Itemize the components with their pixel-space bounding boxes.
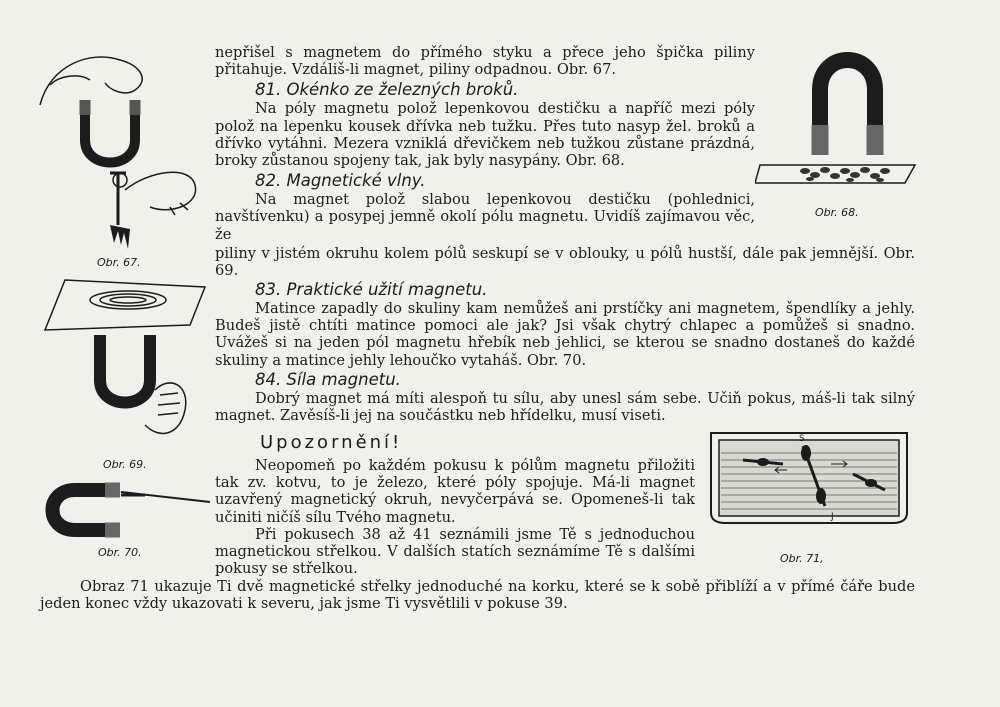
notice-body-2: Při pokusech 38 až 41 seznámili jsme Tě s jednoduchou magnetickou střelkou. V dalších statích seznámíme Tě s dalšími pokusy se střelkou. <box>215 525 695 578</box>
section-82-body-continued <box>215 245 915 279</box>
section-81-body: Na póly magnetu polož lepenkovou destičku a napříč mezi póly polož na lepenku kousek dřívka neb tužku. Přes tuto nasyp žel. broků a dřívko vytáhni. Mezera vzniklá dřevičkem neb tužkou zůstane prázdná, broky zůstanou spojeny tak, jak byly nasypány. Obr. 68. <box>215 100 755 170</box>
closing-paragraph: Obraz 71 ukazuje Ti dvě magnetické střelky jednoduché na korku, které se k sobě přiblíží a v přímé čáře bude jeden konec vždy ukazovati k severu, jak jsme Ti vysvětlili v pokuse 39. <box>40 578 915 613</box>
section-84-block <box>215 368 915 424</box>
figure-69-illustration <box>40 275 210 450</box>
figure-71-caption: Obr. 71, <box>780 552 824 565</box>
figure-71-label-s: S <box>799 434 805 444</box>
figure-67-illustration <box>30 45 210 260</box>
notice-body: Neopomeň po každém pokusu k pólům magnetu přiložiti tak zv. kotvu, to je železo, které póly spojuje. Má-li magnet uzavřený magnetický okruh, nevyčerpává se. Opomeneš-li tak učiniti ničíš sílu Tvého magnetu. <box>215 457 695 526</box>
notice-block <box>215 457 695 577</box>
section-82-heading: 82. Magnetické vlny. <box>255 171 426 191</box>
section-84-body: Dobrý magnet má míti alespoň tu sílu, aby unesl sám sebe. Učiň pokus, máš-li tak silný magnet. Zavěsíš-li jej na součástku neb hřídelku, musí viseti. <box>215 390 915 425</box>
figure-71-label-j: J <box>831 512 834 522</box>
figure-71-illustration <box>703 428 915 546</box>
main-text-column <box>215 44 755 243</box>
figure-68-illustration <box>755 45 920 190</box>
section-82-body-part1: Na magnet polož slabou lepenkovou destičku (pohlednici, navštívenku) a posypej jemně okolí pólu magnetu. Uvidíš zajímavou věc, že <box>215 191 755 243</box>
figure-70-illustration <box>35 478 215 543</box>
figure-67-caption: Obr. 67. <box>97 256 141 269</box>
section-81-heading: 81. Okénko ze železných broků. <box>255 80 519 100</box>
section-83-block <box>215 278 915 369</box>
section-84-heading: 84. Síla magnetu. <box>255 370 401 389</box>
notice-title: Upozornění! <box>260 432 403 453</box>
section-83-body: Matince zapadly do skuliny kam nemůžeš ani prstíčky ani magnetem, špendlíky a jehly. Budeš jistě chtíti matince pomoci ale jak? Jsi však chytrý chlapec a pomůžeš si snadno. Uvážeš si na jeden pól magnetu hřebík neb jehlici, se kterou se snadno dostaneš do každé skuliny a matince jehly lehoučko vytaháš. Obr. 70. <box>215 300 915 369</box>
figure-69-caption: Obr. 69. <box>103 458 147 471</box>
section-82-body-part2: piliny v jistém okruhu kolem pólů seskupí se v oblouky, u pólů hustší, dále pak jemnější. Obr. 69. <box>215 245 915 280</box>
intro-paragraph: nepřišel s magnetem do přímého styku a přece jeho špička piliny přitahuje. Vzdáliš-li magnet, piliny odpadnou. Obr. 67. <box>215 44 755 79</box>
figure-70-caption: Obr. 70. <box>98 546 142 559</box>
figure-68-caption: Obr. 68. <box>815 206 859 219</box>
section-83-heading: 83. Praktické užití magnetu. <box>255 280 488 299</box>
